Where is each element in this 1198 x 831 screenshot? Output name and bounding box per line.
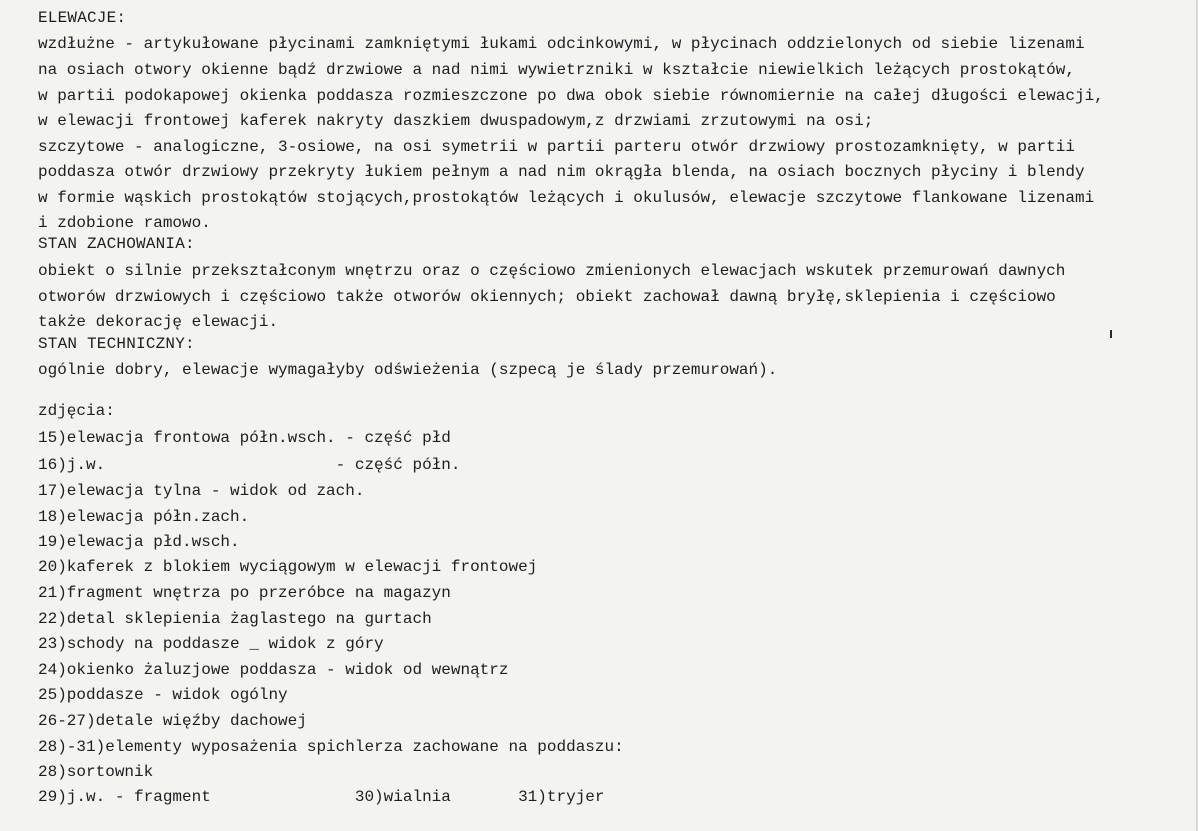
photo-list-item: 23)schody na poddasze _ widok z góry [38,635,384,653]
photo-list-item: 25)poddasze - widok ogólny [38,686,288,704]
stan-zachowania-line: obiekt o silnie przekształconym wnętrzu oraz o częściowo zmienionych elewacjach wskutek przemurowań dawnych [38,262,1066,280]
elewacje-line: na osiach otwory okienne bądź drzwiowe a nad nimi wywietrzniki w kształcie niewielkich leżących prostokątów, [38,61,1075,79]
stan-zachowania-line: także dekorację elewacji. [38,313,279,331]
elewacje-line: w partii podokapowej okienka poddasza rozmieszczone po dwa obok siebie równomiernie na całej długości elewacji, [38,87,1104,105]
stan-zachowania-line: otworów drzwiowych i częściowo także otworów okiennych; obiekt zachował dawną bryłę,sklepienia i częściowo [38,288,1056,306]
photo-list-item: 21)fragment wnętrza po przeróbce na magazyn [38,584,451,602]
photo-list-item: 16)j.w. - część półn. [38,456,461,474]
photo-list-item: 17)elewacja tylna - widok od zach. [38,482,365,500]
elewacje-line: w elewacji frontowej kaferek nakryty daszkiem dwuspadowym,z drzwiami zrzutowymi na osi; [38,112,874,130]
elewacje-line: poddasza otwór drzwiowy przekryty łukiem pełnym a nad nim okrągła blenda, na osiach bocznych płyciny i blendy [38,163,1085,181]
elewacje-line: szczytowe - analogiczne, 3-osiowe, na osi symetrii w partii parteru otwór drzwiowy prostozamknięty, w partii [38,138,1075,156]
elewacje-line: wzdłużne - artykułowane płycinami zamkniętymi łukami odcinkowymi, w płycinach oddzielonych od siebie lizenami [38,35,1085,53]
heading-stan-techniczny: STAN TECHNICZNY: [38,335,195,353]
photo-list-item: 15)elewacja frontowa półn.wsch. - część płd [38,429,451,447]
photo-list-item: 22)detal sklepienia żaglastego na gurtach [38,610,432,628]
photo-list-item: 28)sortownik [38,763,154,781]
photo-list-item: 29)j.w. - fragment 30)wialnia 31)tryjer [38,788,605,806]
elewacje-line: i zdobione ramowo. [38,214,211,232]
stray-ink-mark [1110,330,1112,338]
zdjecia-heading: zdjęcia: [38,402,115,420]
photo-list-item: 28)-31)elementy wyposażenia spichlerza zachowane na poddaszu: [38,738,624,756]
heading-stan-zachowania: STAN ZACHOWANIA: [38,235,195,253]
stan-techniczny-line: ogólnie dobry, elewacje wymagałyby odświeżenia (szpecą je ślady przemurowań). [38,361,778,379]
elewacje-line: w formie wąskich prostokątów stojących,prostokątów leżących i okulusów, elewacje szczytowe flankowane lizenami [38,189,1095,207]
photo-list-item: 24)okienko żaluzjowe poddasza - widok od wewnątrz [38,661,509,679]
photo-list-item: 19)elewacja płd.wsch. [38,533,240,551]
photo-list-item: 20)kaferek z blokiem wyciągowym w elewacji frontowej [38,558,538,576]
heading-elewacje: ELEWACJE: [38,9,127,27]
photo-list-item: 26-27)detale więźby dachowej [38,712,307,730]
photo-list-item: 18)elewacja półn.zach. [38,508,250,526]
